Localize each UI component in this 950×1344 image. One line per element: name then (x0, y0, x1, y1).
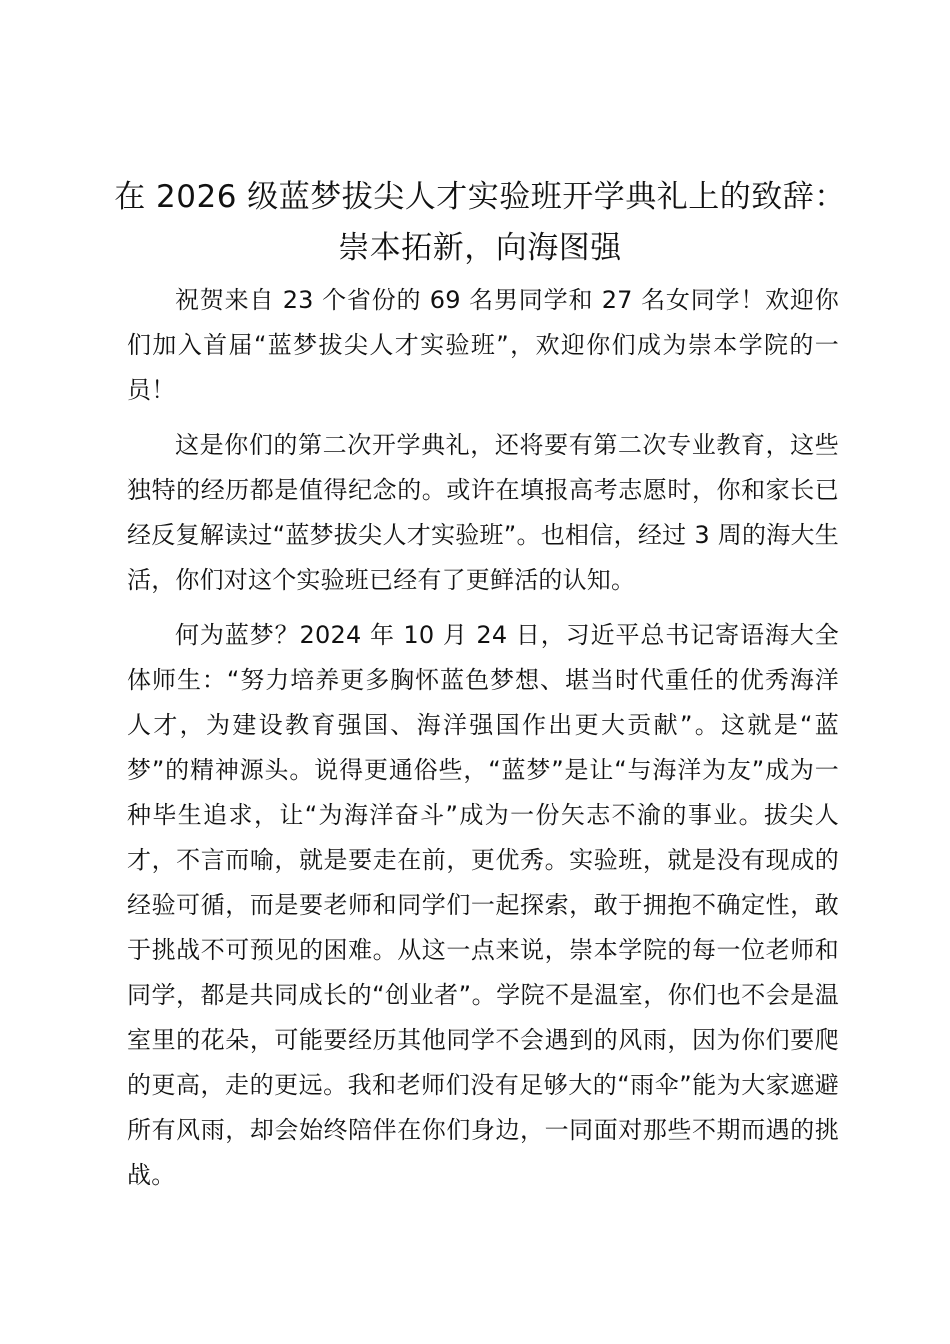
document-title: 在 2026 级蓝梦拔尖人才实验班开学典礼上的致辞：崇本拓新，向海图强 (114, 179, 846, 266)
paragraph: 祝贺来自 23 个省份的 69 名男同学和 27 名女同学！欢迎你们加入首届“蓝梦拔尖人才实验班”，欢迎你们成为崇本学院的一员！ (127, 286, 839, 404)
paragraph: 这是你们的第二次开学典礼，还将要有第二次专业教育，这些独特的经历都是值得纪念的。或许在填报高考志愿时，你和家长已经反复解读过“蓝梦拔尖人才实验班”。也相信，经过 3 周的海大生活，你们对这个实验班已经有了更鲜活的认知。 (127, 431, 839, 594)
document-body (127, 278, 839, 1208)
paragraph: 何为蓝梦？2024 年 10 月 24 日，习近平总书记寄语海大全体师生：“努力培养更多胸怀蓝色梦想、堪当时代重任的优秀海洋人才，为建设教育强国、海洋强国作出更大贡献”。这就是“蓝梦”的精神源头。说得更通俗些，“蓝梦”是让“与海洋为友”成为一种毕生追求，让“为海洋奋斗”成为一份矢志不渝的事业。拔尖人才，不言而喻，就是要走在前，更优秀。实验班，就是没有现成的经验可循，而是要老师和同学们一起探索，敢于拥抱不确定性，敢于挑战不可预见的困难。从这一点来说，崇本学院的每一位老师和同学，都是共同成长的“创业者”。学院不是温室，你们也不会是温室里的花朵，可能要经历其他同学不会遇到的风雨，因为你们要爬的更高，走的更远。我和老师们没有足够大的“雨伞”能为大家遮避所有风雨，却会始终陪伴在你们身边，一同面对那些不期而遇的挑战。 (127, 621, 839, 1189)
